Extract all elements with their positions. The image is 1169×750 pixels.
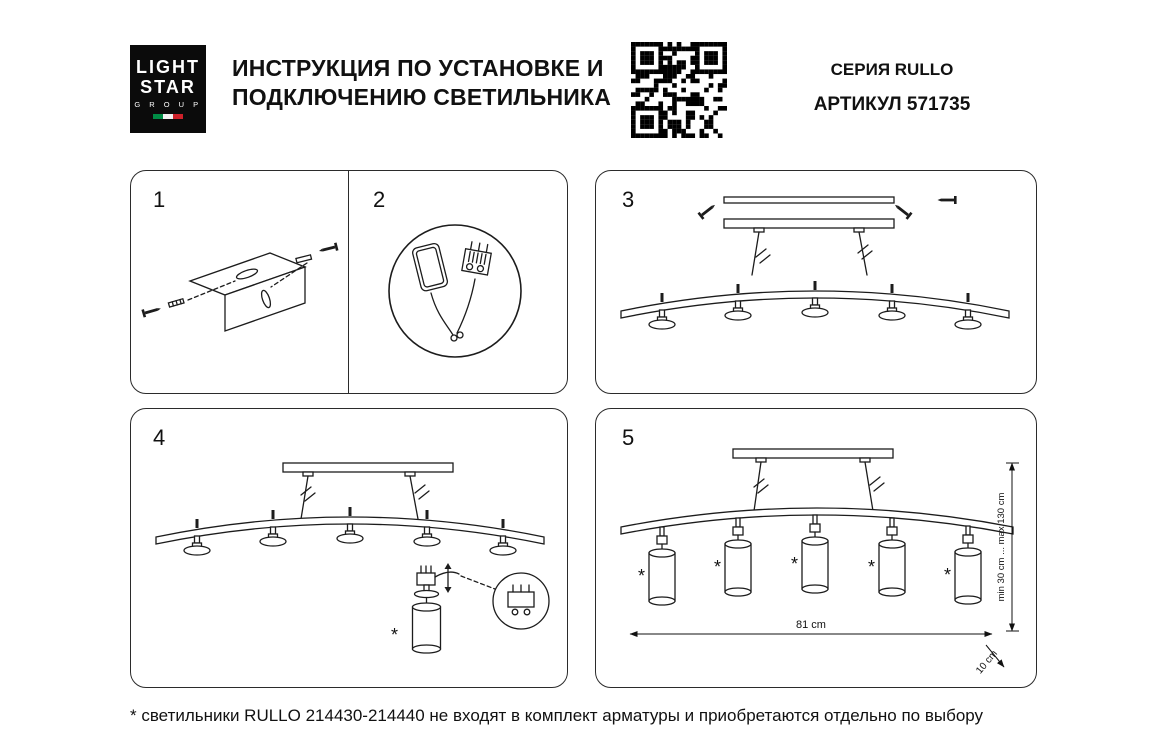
- step4-shade-mount-diagram: [143, 419, 557, 681]
- step1-number: 1: [153, 187, 166, 212]
- logo-line1: LIGHT: [136, 57, 200, 77]
- series-label: СЕРИЯ RULLO: [830, 60, 954, 79]
- asterisk-marker: *: [944, 565, 952, 585]
- panel-step4: [130, 408, 568, 688]
- step5-assembled-diagram: [608, 419, 1026, 681]
- panel-step1-step2: [130, 170, 568, 394]
- step5-number: 5: [622, 425, 635, 450]
- asterisk-marker: *: [791, 554, 799, 574]
- dimension-width-label: 81 cm: [796, 619, 826, 631]
- asterisk-marker: *: [868, 557, 876, 577]
- asterisk-marker: *: [391, 625, 399, 645]
- footnote: * светильники RULLO 214430-214440 не входят в комплект арматуры и приобретаются отдельно по выбору: [130, 706, 984, 725]
- logo-line2: STAR: [140, 77, 196, 97]
- step1-bracket-diagram: [135, 217, 343, 367]
- italy-flag-icon: [130, 114, 206, 119]
- step4-number: 4: [153, 425, 166, 450]
- panel-step3: [595, 170, 1037, 394]
- step2-number: 2: [373, 187, 386, 212]
- article-label: АРТИКУЛ 571735: [813, 94, 971, 115]
- asterisk-marker: *: [714, 557, 722, 577]
- dimension-height-label: min 30 cm ... max 130 cm: [996, 492, 1007, 602]
- panel-step5: [595, 408, 1037, 688]
- page-title: [232, 54, 611, 112]
- logo-group-label: G R O U P: [134, 100, 202, 109]
- step3-number: 3: [622, 187, 635, 212]
- step3-frame-diagram: [608, 183, 1022, 381]
- qr-code-icon: [631, 42, 727, 138]
- step2-wiring-diagram: [367, 203, 543, 379]
- asterisk-marker: *: [638, 566, 646, 586]
- lightstar-logo: [130, 45, 206, 133]
- dimension-offset-label: 10 cm: [974, 648, 1001, 677]
- panel-divider: [348, 171, 349, 393]
- series-article-block: [788, 60, 996, 116]
- title-line2: ПОДКЛЮЧЕНИЮ СВЕТИЛЬНИКА: [232, 84, 612, 110]
- title-line1: ИНСТРУКЦИЯ ПО УСТАНОВКЕ И: [232, 55, 604, 81]
